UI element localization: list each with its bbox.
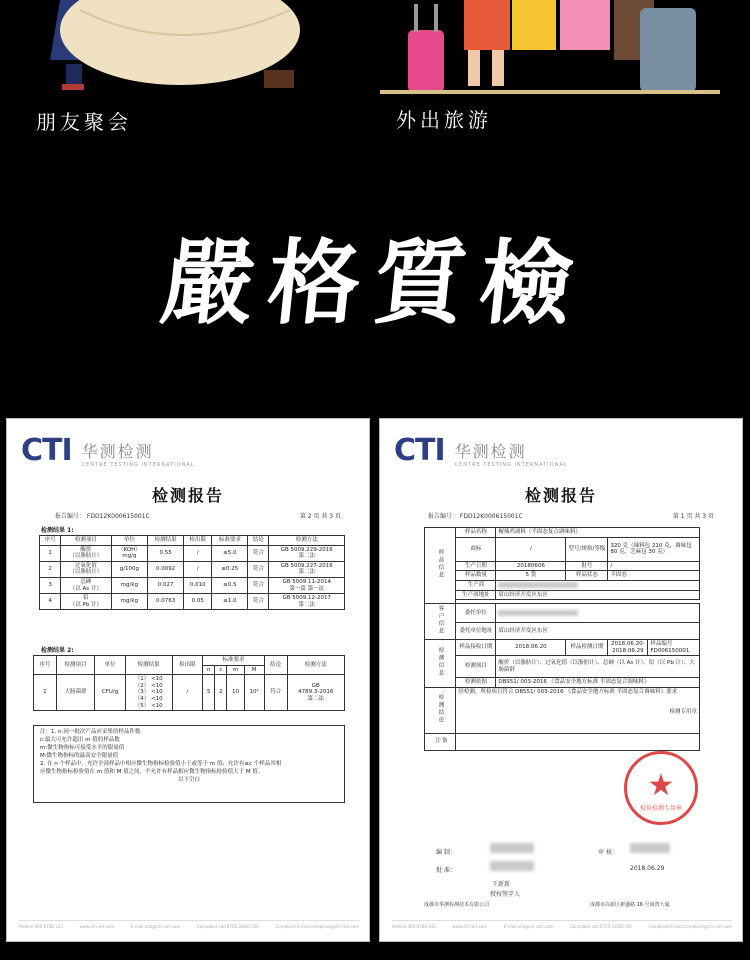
- table-cell: 符合: [264, 675, 287, 711]
- table-row: [34, 675, 345, 711]
- side-label-conclusion: 检测结论: [425, 687, 456, 733]
- value-state: 半固态: [608, 571, 700, 581]
- page-indicator: 第 1 页 共 3 页: [672, 513, 714, 520]
- label-client-address: 委托单位地址: [456, 622, 496, 639]
- table-cell: 1: [40, 545, 61, 561]
- report-title: 检测报告: [151, 486, 224, 505]
- footer-item: www.cti-cert.com: [79, 924, 115, 929]
- value-brand: /: [496, 537, 566, 561]
- value-test-items: 酸价（以脂肪计）、过氧化值（以脂肪计）、总砷（以 As 计）、铅（以 Pb 计）、大肠菌群: [496, 656, 700, 678]
- footer-item: Complaint E-mail:complaint@cti-cert.com: [648, 924, 732, 929]
- label-test-date: 样品检测日期: [566, 640, 608, 656]
- caption-friends-gathering: 朋友聚会: [36, 110, 132, 134]
- label-state: 样品状态: [566, 571, 608, 581]
- signature-prepared: [490, 843, 534, 853]
- label-spec: 型号/规格/等级: [566, 537, 608, 561]
- stamp-text: 检验检测专用章: [639, 805, 682, 812]
- note-line: 以下空白: [177, 776, 200, 783]
- caption-travel: 外出旅游: [396, 108, 492, 132]
- value-test-date: 2018.06.20-2018.06.29: [608, 640, 648, 656]
- note-line: c:最大可允许超出 m 值的样品数: [40, 736, 120, 743]
- table-header-cell: 检测方法: [287, 656, 344, 675]
- table-header-cell: 序号: [34, 656, 57, 675]
- logo-en-name: CENTRE TESTING INTERNATIONAL: [454, 462, 568, 468]
- table-cell: GB 4789.3-2016 第二法: [287, 675, 344, 711]
- table-cell: 总砷 （以 As 计）: [61, 577, 111, 593]
- table-cell: 3: [40, 577, 61, 593]
- value-spec: 320 克（辣料包 210 克，调味包 80 克，芝麻包 30 克）: [608, 537, 700, 561]
- value-quantity: 5 袋: [496, 571, 566, 581]
- value-batch: /: [608, 561, 700, 571]
- value-receive-date: 2018.06.20: [496, 640, 566, 656]
- table-cell: 0.55: [148, 545, 184, 561]
- conclusion-cell: [456, 687, 700, 733]
- table-cell: 符合: [248, 577, 269, 593]
- stamp-star-icon: ★: [647, 768, 675, 803]
- label-manufacturer-address: 生产商地址: [456, 590, 496, 600]
- page-footer: [392, 920, 732, 929]
- value-sample-name: 椒辣鸡调料（半固态复合调味料）: [496, 528, 700, 538]
- table-row: [40, 561, 345, 577]
- table-cell: 10: [227, 675, 244, 711]
- remarks-cell: [456, 733, 700, 751]
- side-label-remarks: 备注: [425, 733, 456, 751]
- footer-item: www.cti-cert.com: [452, 924, 488, 929]
- table-header-cell: 序号: [40, 536, 61, 546]
- signature-approved: [490, 861, 534, 871]
- label-approved-by: 批 准：: [436, 867, 456, 874]
- label-sample-name: 样品名称: [456, 528, 496, 538]
- stamp-caption: 检测专用章: [669, 709, 697, 716]
- table-cell: GB 5009.229-2016 第二法: [269, 545, 345, 561]
- table-header-cell: 检出限: [172, 656, 203, 675]
- value-prod-date: 20180606: [496, 561, 566, 571]
- logo-cn-name: 华测检测: [81, 442, 154, 461]
- table-header-cell: 检测结果: [125, 656, 172, 675]
- table-cell: ≤0.5: [212, 577, 248, 593]
- table-header-cell: 结论: [264, 656, 287, 675]
- table-cell: 酸价 （以脂肪计）: [61, 545, 111, 561]
- conclusion-text: 经检测，所检项目符合 DBS51/ 003-2016 《食品安全地方标准 半固态复合调味料》要求: [458, 688, 678, 695]
- table-cell: /: [184, 545, 212, 561]
- table-cell: GB 5009.227-2016 第二法: [269, 561, 345, 577]
- table-cell: 0.010: [184, 577, 212, 593]
- label-brand: 商标: [456, 537, 496, 561]
- report-page-1: [379, 418, 743, 942]
- logo-en-name: CENTRE TESTING INTERNATIONAL: [81, 462, 195, 468]
- table-cell: 10²: [244, 675, 264, 711]
- footer-item: Complaint E-mail:complaint@cti-cert.com: [275, 924, 359, 929]
- table-header-cell: 检测项目: [61, 536, 111, 546]
- table-header-cell: 标准要求: [203, 656, 265, 666]
- label-client: 委托单位: [456, 604, 496, 622]
- report-page-2: [6, 418, 370, 942]
- report-number: 报告编号： FDD12K000615001C: [55, 513, 150, 520]
- footer-item: E-mail:info@cti-cert.com: [130, 924, 181, 929]
- label-prepared-by: 编 制：: [436, 849, 456, 856]
- notes-box: [33, 725, 345, 803]
- page-indicator: 第 2 页 共 3 页: [299, 513, 341, 520]
- note-line: M:微生物指标的最高安全限量值: [40, 752, 119, 759]
- table-header-cell: 检测结果: [148, 536, 184, 546]
- table-cell: /: [184, 561, 212, 577]
- table-cell: GB 5009.11-2014 第一篇 第一法: [269, 577, 345, 593]
- table-cell: 大肠菌群: [56, 675, 94, 711]
- table-cell: 符合: [248, 594, 269, 610]
- footer-item: E-mail:info@cti-cert.com: [503, 924, 554, 929]
- label-test-items: 检测项目: [456, 656, 496, 678]
- value-client-address: 眉山经济开发区东区: [496, 622, 700, 639]
- table-subheader-cell: c: [215, 665, 227, 675]
- table-cell: ≤5.0: [212, 545, 248, 561]
- table-cell: 0.0763: [148, 594, 184, 610]
- footer-item: Hotline 400-6788-333: [392, 924, 436, 929]
- table-header-cell: 单位: [111, 536, 148, 546]
- table-cell: ≤0.25: [212, 561, 248, 577]
- table-cell: （1） <10 （2） <10 （3） <10 （4） <10 （5） <10: [125, 675, 172, 711]
- footer-item: Complaint call 0755-33681700: [569, 924, 632, 929]
- table-cell: 0.0092: [148, 561, 184, 577]
- cti-logo-mark: CTI: [394, 433, 445, 468]
- results-table-2: [33, 655, 345, 711]
- sample-info-table: [424, 527, 700, 751]
- label-batch: 批号: [566, 561, 608, 571]
- table-cell: g/100g: [111, 561, 148, 577]
- table-row: [40, 545, 345, 561]
- label-prod-date: 生产日期: [456, 561, 496, 571]
- note-line: 2. 在 n 个样品中，允许全部样品中相应微生物指标检验值小于或等于 m 值；允许有≤c 个样品其相: [40, 760, 282, 767]
- label-receive-date: 样品接收日期: [456, 640, 496, 656]
- footer-item: Hotline 400-6788-333: [19, 924, 63, 929]
- cti-logo-mark: CTI: [21, 433, 72, 468]
- note-line: m:微生物指标可接受水平的限量值: [40, 744, 125, 751]
- value-client-redacted: [496, 604, 700, 622]
- report-number: 报告编号： FDD12K000615001C: [428, 513, 523, 520]
- company-address: 成都市高新区新盛路 16 号南湾大厦: [590, 902, 670, 908]
- report-title: 检测报告: [524, 486, 597, 505]
- table-cell: 1: [34, 675, 57, 711]
- banner: [0, 0, 750, 400]
- label-audited-by: 审 核：: [598, 849, 618, 856]
- sample-no-cell: 样品编号 FD006150001: [648, 640, 700, 656]
- table-header-cell: 标准要求: [212, 536, 248, 546]
- table-cell: （KOH） mg/g: [111, 545, 148, 561]
- approval-date: 2018.06.29: [630, 865, 665, 872]
- table-subheader-cell: m: [227, 665, 244, 675]
- table-cell: 5: [203, 675, 215, 711]
- signer-role: 授权签字人: [490, 891, 521, 898]
- table-header-cell: 检测项目: [56, 656, 94, 675]
- side-label-sample: 样品信息: [425, 528, 456, 604]
- logo-cn-name: 华测检测: [454, 442, 527, 461]
- value-manufacturer-redacted: [496, 580, 700, 590]
- headline-strict-inspection: 嚴格質檢: [156, 229, 592, 337]
- table-header-cell: 检测方法: [269, 536, 345, 546]
- label-test-basis: 检测依据: [456, 678, 496, 688]
- side-label-testing: 检测信息: [425, 640, 456, 688]
- company-name: 成都市华测检测技术有限公司: [424, 902, 490, 908]
- note-line: 应微生物指标检验值在 m 值和 M 值之间，不允许有样品相应微生物指标检验值大于 M 值。: [40, 768, 264, 775]
- section-results-2: 检测结果 2:: [41, 647, 74, 654]
- table-cell: GB 5009.12-2017 第二法: [269, 594, 345, 610]
- table-header-cell: 结论: [248, 536, 269, 546]
- cti-logo: [21, 433, 195, 468]
- signature-audited: [630, 843, 670, 853]
- signer-name: 王新新: [492, 881, 511, 888]
- table-cell: 符合: [248, 545, 269, 561]
- note-line: 注：1. n:同一批次产品应采集的样品件数: [40, 729, 141, 735]
- table-header-cell: 单位: [95, 656, 125, 675]
- official-stamp: [624, 751, 698, 825]
- table-cell: 符合: [248, 561, 269, 577]
- cti-logo: [394, 433, 568, 468]
- table-row: [40, 594, 345, 610]
- footer-item: Complaint call 0755-33681700: [196, 924, 259, 929]
- value-manufacturer-address: 眉山经济开发区东区: [496, 590, 700, 600]
- label-quantity: 样品数量: [456, 571, 496, 581]
- table-cell: 2: [40, 561, 61, 577]
- travel-illustration: [380, 0, 720, 100]
- table-header-cell: 检出限: [184, 536, 212, 546]
- page-footer: [19, 920, 359, 929]
- table-subheader-cell: n: [203, 665, 215, 675]
- table-cell: 0.027: [148, 577, 184, 593]
- table-cell: mg/kg: [111, 594, 148, 610]
- section-results-1: 检测结果 1:: [41, 527, 74, 534]
- results-table-1: [39, 535, 345, 610]
- table-cell: 0.05: [184, 594, 212, 610]
- table-cell: 2: [215, 675, 227, 711]
- table-cell: CFU/g: [95, 675, 125, 711]
- table-subheader-cell: M: [244, 665, 264, 675]
- table-row: [40, 577, 345, 593]
- friends-gathering-illustration: [20, 0, 320, 100]
- table-cell: 过氧化值 （以脂肪计）: [61, 561, 111, 577]
- table-cell: 铅 （以 Pb 计）: [61, 594, 111, 610]
- table-cell: /: [172, 675, 203, 711]
- side-label-client: 客户信息: [425, 604, 456, 640]
- table-cell: 4: [40, 594, 61, 610]
- value-test-basis: DBS51/ 003-2016 《食品安全地方标准 半固态复合调味料》: [496, 678, 700, 688]
- label-manufacturer: 生产商: [456, 580, 496, 590]
- table-cell: mg/kg: [111, 577, 148, 593]
- table-cell: ≤1.0: [212, 594, 248, 610]
